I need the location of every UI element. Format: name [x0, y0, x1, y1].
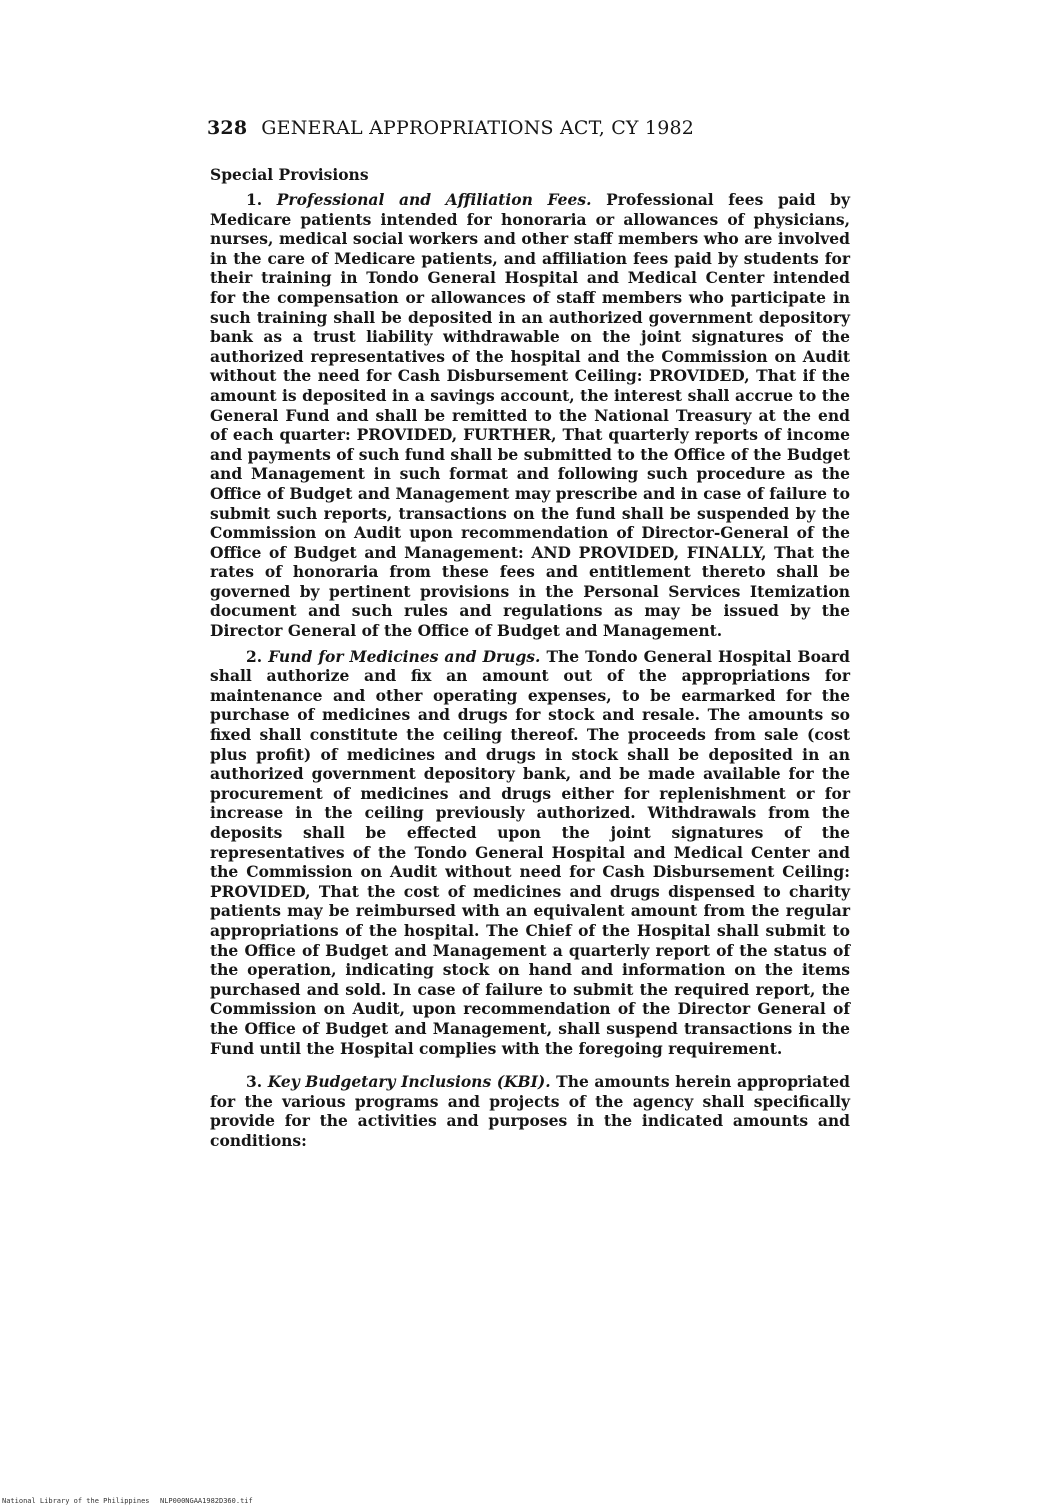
provision-text: Professional fees paid by Medicare patients intended for honoraria or allowances of physicians, nurses, medical social workers and other staff members who are involved in the care of Medicare patients, and affiliation fees paid by students for their training in Tondo General Hospital and Medical Center intended for the compensation or allowances of staff members who participate in such training shall be deposited in an authorized government depository bank as a trust liability withdrawable on the joint signatures of the authorized representatives of the hospital and the Commission on Audit without the need for Cash Disbursement Ceiling: PROVIDED, That if the amount is deposited in a savings account, the interest shall accrue to the General Fund and shall be remitted to the National Treasury at the end of each quarter: PROVIDED, FURTHER, That quarterly reports of income and payments of such fund shall be submitted to the Office of the Budget and Management in such format and following such procedure as the Office of Budget and Management may prescribe and in case of failure to submit such reports, transactions on the fund shall be suspended by the Commission on Audit upon recommendation of Director-General of the Office of Budget and Management: AND PROVIDED, FINALLY, That the rates of honoraria from these fees and entitlement thereto shall be governed by pertinent provisions in the Personal Services Itemization document and such rules and regulations as may be issued by the Director General of the Office of Budget and Management. [210, 190, 850, 641]
provision-title: Key Budgetary Inclusions (KBI). [267, 1072, 551, 1092]
provision-medicines-fund [210, 647, 850, 1058]
provision-key-budgetary-inclusions [210, 1072, 850, 1150]
provision-title: Professional and Affiliation Fees. [276, 190, 592, 209]
page-number: 328 [207, 117, 248, 139]
page-header [207, 117, 694, 139]
provision-number: 1. [246, 190, 263, 209]
provisions-body [210, 190, 850, 1157]
provision-text: The amounts herein appropriated for the various programs and projects of the agency shall specifically provide for the activities and purposes in the indicated amounts and conditions: [210, 1072, 850, 1150]
provision-text: The Tondo General Hospital Board shall authorize and fix an amount out of the appropriations for maintenance and other operating expenses, to be earmarked for the purchase of medicines and drugs for stock and resale. The amounts so fixed shall constitute the ceiling thereof. The proceeds from sale (cost plus profit) of medicines and drugs in stock shall be deposited in an authorized government depository bank, and be made available for the procurement of medicines and drugs either for replenishment or for increase in the ceiling previously authorized. Withdrawals from the deposits shall be effected upon the joint signatures of the representatives of the Tondo General Hospital and Medical Center and the Commission on Audit without need for Cash Disbursement Ceiling: PROVIDED, That the cost of medicines and drugs dispensed to charity patients may be reimbursed with an equivalent amount from the regular appropriations of the hospital. The Chief of the Hospital shall submit to the Office of Budget and Management a quarterly report of the status of the operation, indicating stock on hand and information on the items purchased and sold. In case of failure to submit the required report, the Commission on Audit, upon recommendation of the Director General of the Office of Budget and Management, shall suspend transactions in the Fund until the Hospital complies with the foregoing requirement. [210, 646, 850, 1058]
footer-library-label: National Library of the Philippines [2, 1497, 150, 1505]
provision-number: 2. [246, 646, 263, 666]
page-title: GENERAL APPROPRIATIONS ACT, CY 1982 [261, 117, 695, 139]
section-heading: Special Provisions [210, 165, 369, 184]
provision-number: 3. [246, 1072, 263, 1092]
footer-file-id: NLP000NGAA1982D360.tif [160, 1497, 253, 1505]
provision-title: Fund for Medicines and Drugs. [268, 646, 541, 666]
provision-professional-fees [210, 190, 850, 641]
